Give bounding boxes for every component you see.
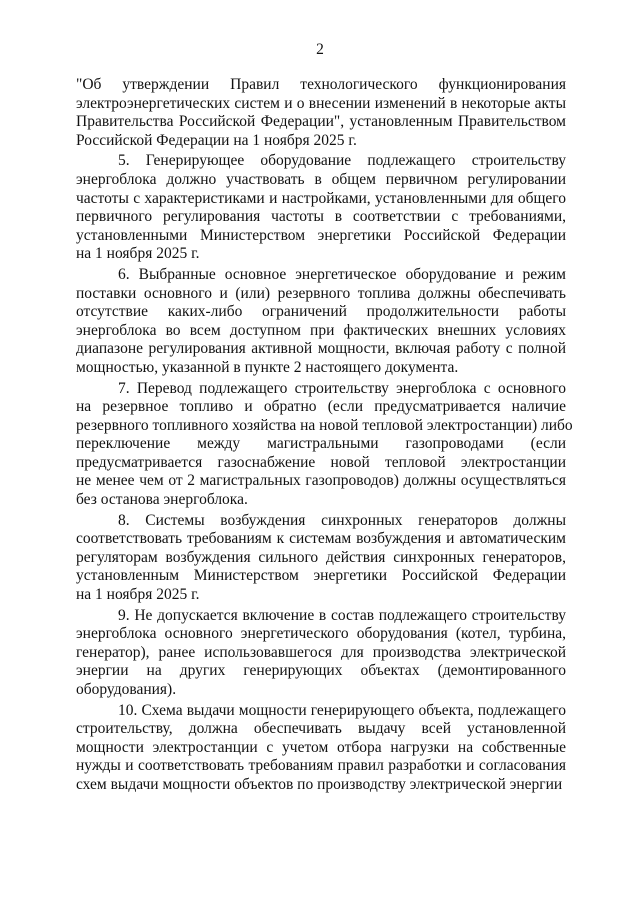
text-line: "Об утверждении Правил технологического функционирования [76, 76, 566, 93]
paragraph-item-5 [76, 152, 566, 264]
paragraph-continuation [76, 76, 566, 150]
text-line: не менее чем от 2 магистральных газопроводов) должны осуществляться [76, 472, 566, 490]
text-line: 8. Системы возбуждения синхронных генераторов должны [118, 511, 566, 529]
text-line: диапазоне регулирования активной мощности, включая работу с полной [76, 340, 566, 358]
text-line: 5. Генерирующее оборудование подлежащего строительству [118, 152, 566, 170]
text-line: энергоблока во всем доступном при фактических внешних условиях [76, 321, 566, 339]
text-line: частоты с характеристиками и настройками, установленными для общего [76, 189, 566, 207]
text-line: оборудования). [76, 681, 177, 698]
text-line: генератор), ранее использовавшегося для производства электрической [76, 643, 566, 661]
paragraph-item-6 [76, 266, 566, 378]
text-line: предусматривается газоснабжение новой тепловой электростанции [76, 453, 566, 471]
text-line: нужды и соответствовать требованиям правил разработки и согласования [76, 757, 566, 775]
text-line: электроэнергетических систем и о внесении изменений в некоторые акты [76, 94, 566, 112]
paragraph-item-10 [76, 702, 566, 795]
text-line: переключение между магистральными газопроводами (если [76, 435, 566, 453]
text-line: на 1 ноября 2025 г. [76, 245, 200, 263]
text-line: установленными Министерством энергетики Российской Федерации [76, 226, 566, 244]
text-line: Российской Федерации на 1 ноября 2025 г. [76, 131, 357, 149]
paragraph-item-9 [76, 607, 566, 700]
paragraph-item-8 [76, 512, 566, 605]
text-line: 10. Схема выдачи мощности генерирующего объекта, подлежащего [118, 701, 566, 719]
text-line: первичного регулирования частоты в соответствии с требованиями, [76, 208, 566, 226]
text-line: поставки основного и (или) резервного топлива должны обеспечивать [76, 284, 566, 302]
text-line: мощности электростанции с учетом отбора нагрузки на собственные [76, 738, 566, 756]
text-line: энергии на других генерирующих объектах (демонтированного [76, 662, 566, 680]
text-line: мощностью, указанной в пункте 2 настоящего документа. [76, 358, 459, 376]
document-body [76, 76, 573, 795]
page-number: 2 [316, 41, 324, 58]
text-line: соответствовать требованиям к системам возбуждения и автоматическим [76, 530, 566, 548]
text-line: строительству, должна обеспечивать выдачу всей установленной [76, 720, 566, 738]
text-line: энергоблока должно участвовать в общем первичном регулировании [76, 170, 566, 188]
text-line: на 1 ноября 2025 г. [76, 586, 200, 604]
text-line: энергоблока основного энергетического оборудования (котел, турбина, [76, 625, 566, 643]
text-line: на резервное топливо и обратно (если предусматривается наличие [76, 398, 566, 416]
text-line: регуляторам возбуждения сильного действия синхронных генераторов, [76, 548, 566, 566]
text-line: схем выдачи мощности объектов по производству электрической энергии [76, 775, 563, 793]
text-line: отсутствие каких-либо ограничений продолжительности работы [76, 303, 566, 321]
text-line: без останова энергоблока. [76, 491, 248, 509]
paragraph-item-7 [76, 379, 573, 510]
text-line: 9. Не допускается включение в состав подлежащего строительству [118, 606, 566, 624]
text-line: резервного топливного хозяйства на новой тепловой электростанции) либо [76, 416, 573, 434]
text-line: Правительства Российской Федерации", установленным Правительством [76, 113, 566, 131]
text-line: 7. Перевод подлежащего строительству энергоблока с основного [118, 379, 566, 397]
text-line: установленным Министерством энергетики Российской Федерации [76, 567, 566, 585]
text-line: 6. Выбранные основное энергетическое оборудование и режим [118, 265, 566, 283]
